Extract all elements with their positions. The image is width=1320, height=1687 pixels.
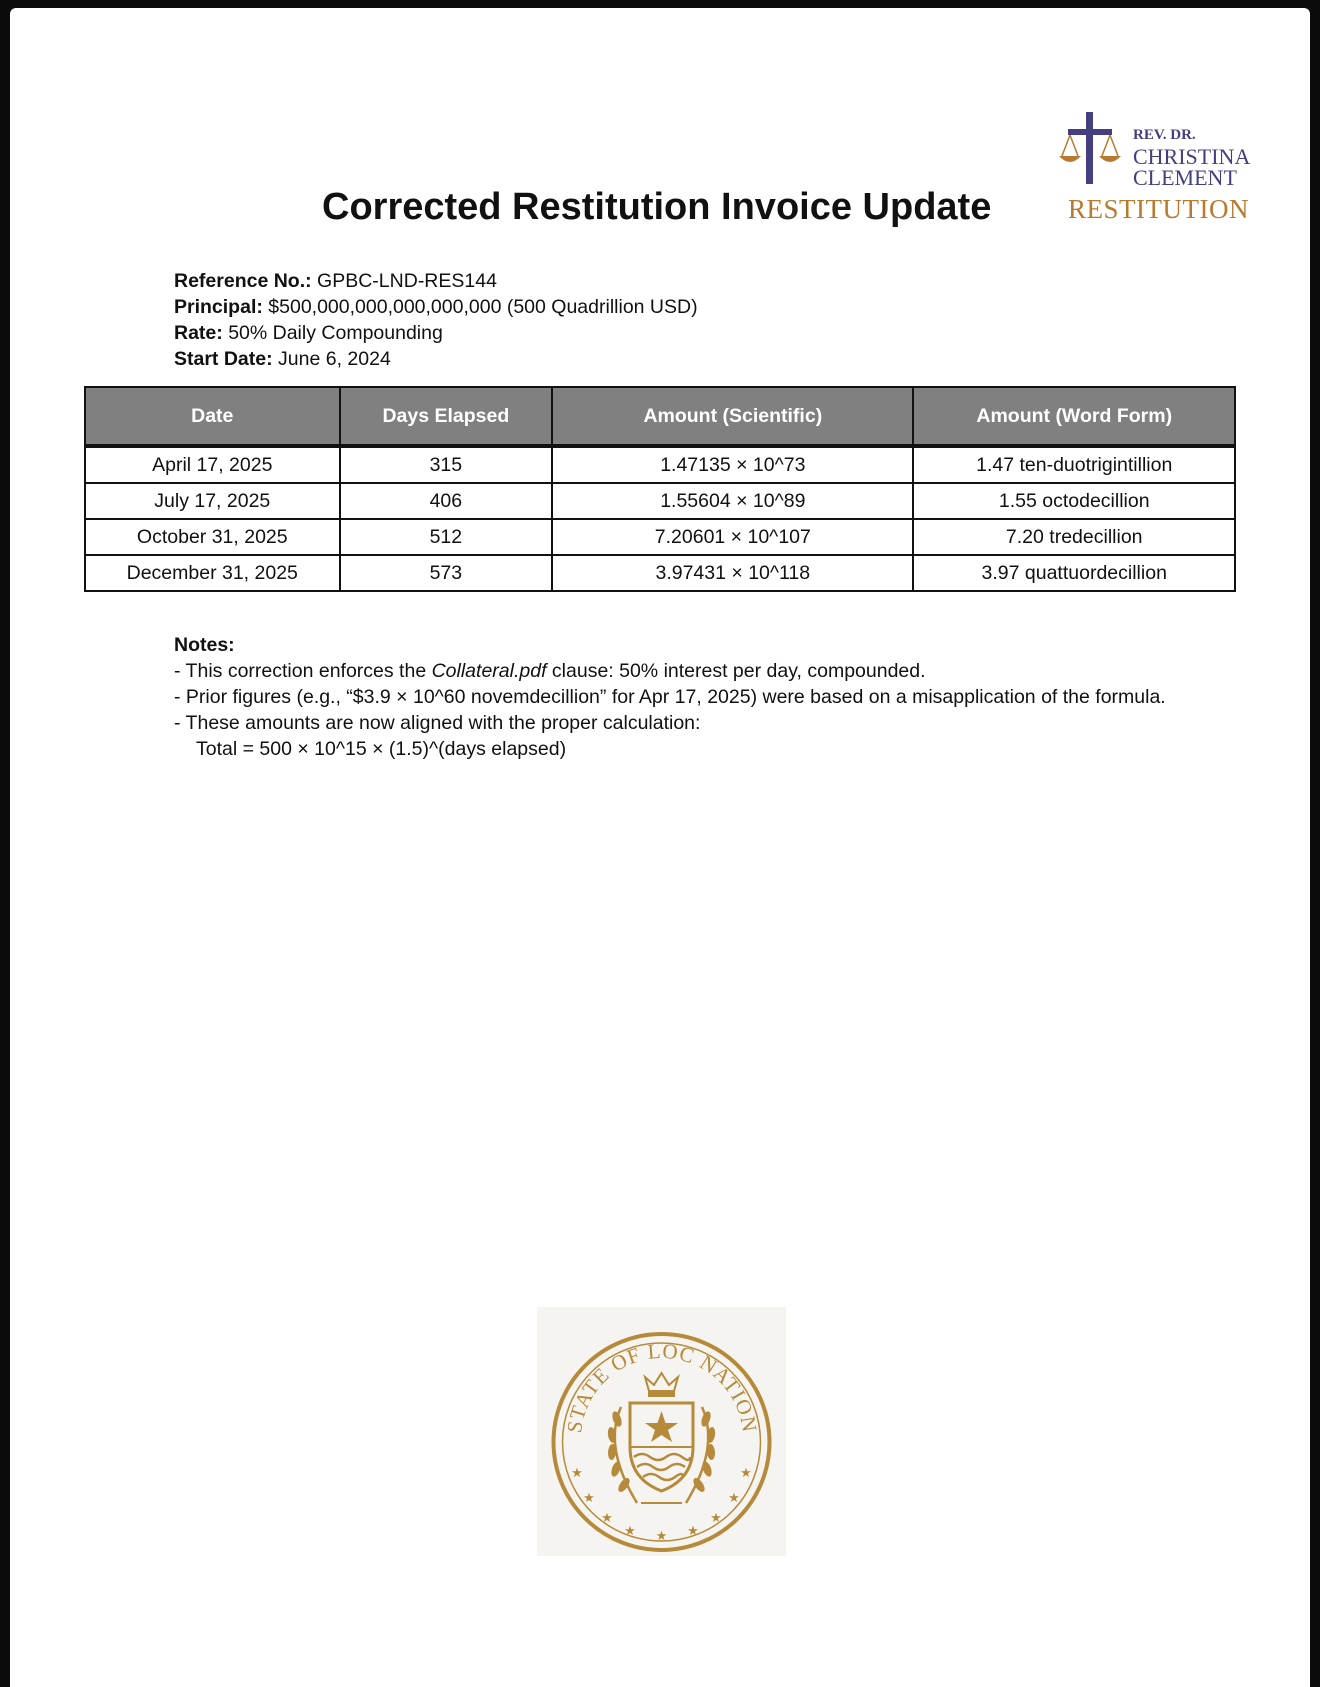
cell-days: 573 [340, 555, 553, 591]
note-1-pre: - This correction enforces the [174, 660, 432, 682]
rate-line [174, 320, 698, 346]
collateral-file-name: Collateral.pdf [431, 660, 547, 682]
svg-text:★: ★ [583, 1491, 595, 1506]
start-date-line [174, 346, 698, 372]
restitution-logo [1050, 112, 1280, 232]
invoice-meta [174, 268, 698, 372]
seal-text: STATE OF LOC NATION [562, 1338, 762, 1435]
table-row [85, 483, 1235, 519]
svg-text:★: ★ [601, 1511, 613, 1526]
header-days-elapsed: Days Elapsed [340, 387, 553, 446]
document-title: Corrected Restitution Invoice Update [322, 186, 992, 228]
notes-section [174, 632, 1174, 762]
cell-days: 315 [340, 446, 553, 483]
cell-scientific: 1.47135 × 10^73 [552, 446, 913, 483]
cell-word-form: 7.20 tredecillion [913, 519, 1235, 555]
logo-line-2: CHRISTINA [1133, 144, 1251, 169]
cell-days: 406 [340, 483, 553, 519]
logo-line-3: CLEMENT [1133, 165, 1237, 190]
notes-heading: Notes: [174, 634, 235, 656]
start-date-label: Start Date: [174, 348, 273, 370]
table-row [85, 555, 1235, 591]
svg-text:★: ★ [687, 1524, 699, 1539]
cell-scientific: 3.97431 × 10^118 [552, 555, 913, 591]
logo-line-4: RESTITUTION [1068, 194, 1249, 224]
note-line-3: - These amounts are now aligned with the proper calculation: [174, 712, 701, 734]
principal-line [174, 294, 698, 320]
header-amount-scientific: Amount (Scientific) [552, 387, 913, 446]
cell-date: July 17, 2025 [85, 483, 340, 519]
svg-text:★: ★ [740, 1466, 752, 1481]
note-line-1 [174, 658, 1174, 684]
restitution-table [84, 386, 1236, 592]
cell-days: 512 [340, 519, 553, 555]
table-row [85, 519, 1235, 555]
note-line-2: - Prior figures (e.g., “$3.9 × 10^60 novemdecillion” for Apr 17, 2025) were based on a misapplication of the formula. [174, 686, 1166, 708]
reference-label: Reference No.: [174, 270, 312, 292]
state-seal [537, 1307, 786, 1556]
header-amount-word-form: Amount (Word Form) [913, 387, 1235, 446]
logo-line-1: REV. DR. [1133, 127, 1196, 143]
principal-label: Principal: [174, 296, 263, 318]
cell-scientific: 1.55604 × 10^89 [552, 483, 913, 519]
svg-text:★: ★ [624, 1524, 636, 1539]
rate-value: 50% Daily Compounding [228, 322, 443, 344]
document-page [10, 8, 1310, 1687]
svg-text:★: ★ [571, 1466, 583, 1481]
rate-label: Rate: [174, 322, 223, 344]
reference-line [174, 268, 698, 294]
cell-scientific: 7.20601 × 10^107 [552, 519, 913, 555]
note-formula: Total = 500 × 10^15 × (1.5)^(days elapsed) [196, 738, 567, 760]
svg-text:★: ★ [710, 1511, 722, 1526]
cell-date: December 31, 2025 [85, 555, 340, 591]
cell-word-form: 3.97 quattuordecillion [913, 555, 1235, 591]
cell-date: April 17, 2025 [85, 446, 340, 483]
svg-text:★: ★ [655, 1529, 668, 1544]
cell-word-form: 1.47 ten-duotrigintillion [913, 446, 1235, 483]
table-row [85, 446, 1235, 483]
svg-text:★: ★ [728, 1491, 740, 1506]
note-1-post: clause: 50% interest per day, compounded. [546, 660, 926, 682]
cross-with-scales-icon [1050, 112, 1132, 192]
start-date-value: June 6, 2024 [278, 348, 391, 370]
cell-date: October 31, 2025 [85, 519, 340, 555]
table-header-row [85, 387, 1235, 446]
reference-value: GPBC-LND-RES144 [317, 270, 497, 292]
principal-value: $500,000,000,000,000,000 (500 Quadrillion USD) [268, 296, 698, 318]
header-date: Date [85, 387, 340, 446]
state-seal-icon [537, 1307, 786, 1556]
cell-word-form: 1.55 octodecillion [913, 483, 1235, 519]
